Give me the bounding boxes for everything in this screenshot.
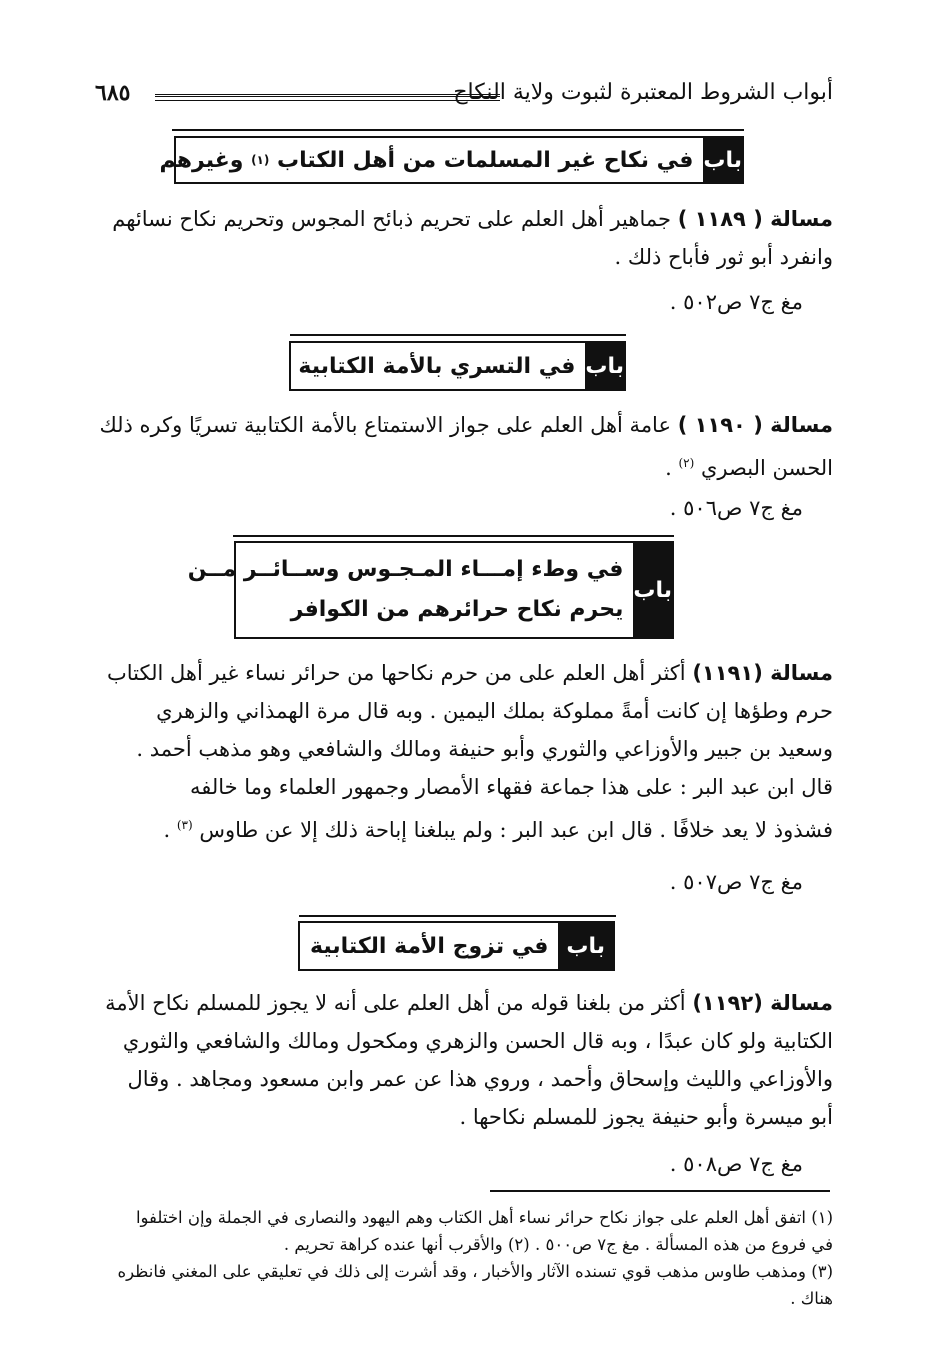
bab-shadow-line xyxy=(290,334,626,336)
line-tail: . xyxy=(665,456,672,480)
bab-title-tail: وغيرهم xyxy=(159,147,244,173)
bab-heading-4 xyxy=(298,921,615,971)
footnote-marker: (٢) xyxy=(678,456,695,470)
masala-line: فشذوذ لا يعد خلافًا . قال ابن عبد البر : ولم يبلغنا إباحة ذلك إلا عن طاوس xyxy=(199,818,833,842)
bab-title-line: في وطء إمـــاء المـجـوس وســائــر مــن xyxy=(187,557,624,582)
bab-label: باب xyxy=(558,923,613,969)
masala-line: عامة أهل العلم على جواز الاستمتاع بالأمة الكتابية تسريًا وكره ذلك xyxy=(99,413,671,437)
bab-heading-2 xyxy=(289,341,626,391)
footnote-line: في فروع من هذه المسألة . مغ ج٧ ص٥٠٠ . (٢) والأقرب أنها عنده كراهة تحريم . xyxy=(283,1235,833,1254)
page-number: ٦٨٥ xyxy=(95,80,131,106)
masala-1191 xyxy=(98,654,833,849)
masala-label: مسالة (١١٩٢) xyxy=(692,991,833,1015)
footnote-line: (١) اتفق أهل العلم على جواز نكاح حرائر نساء أهل الكتاب وهم اليهود والنصارى في الجملة وإن اختلفوا xyxy=(135,1208,833,1227)
masala-line: أبو ميسرة وأبو حنيفة يجوز للمسلم نكاحها . xyxy=(459,1105,833,1129)
bab-label: باب xyxy=(703,138,742,182)
bab-title xyxy=(178,543,634,637)
footnote-marker: (١) xyxy=(251,153,270,167)
masala-line: الكتابية ولو كان عبدًا ، وبه قال الحسن والزهري ومكحول ومالك والشافعي والثوري xyxy=(122,1029,833,1053)
masala-1192 xyxy=(98,984,833,1136)
source-reference: مغ ج٧ ص٥٠٨ . xyxy=(669,1152,803,1176)
source-reference: مغ ج٧ ص٥٠٧ . xyxy=(669,870,803,894)
bab-title: في التسري بالأمة الكتابية xyxy=(298,353,576,379)
bab-shadow-line xyxy=(172,129,744,131)
footnote-line: (٣) ومذهب طاوس مذهب قوي تسنده الآثار والأخبار ، وقد أشرت إلى ذلك في تعليقي على المغني فانظره هناك . xyxy=(117,1262,833,1308)
footnote-marker: (٣) xyxy=(176,818,193,832)
masala-line: أكثر أهل العلم على من حرم نكاحها من حرائر نساء غير أهل الكتاب xyxy=(106,661,686,685)
footnote-rule xyxy=(490,1190,830,1192)
bab-title: في تزوج الأمة الكتابية xyxy=(310,933,549,959)
source-reference: مغ ج٧ ص٥٠٢ . xyxy=(669,290,803,314)
masala-line: وسعيد بن جبير والأوزاعي والثوري وأبو حنيفة ومالك والشافعي وهو مذهب أحمد . xyxy=(136,737,833,761)
bab-shadow-line xyxy=(299,915,616,917)
masala-line: الحسن البصري xyxy=(701,456,833,480)
masala-line: حرم وطؤها إن كانت أمةً مملوكة بملك اليمين . وبه قال مرة الهمذاني والزهري xyxy=(156,699,833,723)
bab-title xyxy=(150,138,704,182)
bab-label: باب xyxy=(633,543,672,637)
source-reference: مغ ج٧ ص٥٠٦ . xyxy=(669,496,803,520)
masala-1190 xyxy=(98,406,833,487)
bab-label: باب xyxy=(585,343,624,389)
masala-label: مسالة ( ١١٩٠ ) xyxy=(677,413,833,437)
bab-title-text: في نكاح غير المسلمات من أهل الكتاب xyxy=(277,147,694,173)
masala-line: وانفرد أبو ثور فأباح ذلك . xyxy=(614,245,833,269)
bab-title-line: يحرم نكاح حرائرهم من الكوافر xyxy=(290,597,624,622)
footnotes xyxy=(93,1204,833,1312)
masala-label: مسالة ( ١١٨٩ ) xyxy=(677,207,833,231)
masala-line: والأوزاعي والليث وإسحاق وأحمد ، وروي هذا عن عمر وابن مسعود ومجاهد . وقال xyxy=(127,1067,833,1091)
bab-heading-1 xyxy=(159,136,744,184)
masala-line: جماهير أهل العلم على تحريم ذبائح المجوس وتحريم نكاح نسائهم xyxy=(112,207,671,231)
running-header-title: أبواب الشروط المعتبرة لثبوت ولاية النكاح xyxy=(453,80,833,105)
bab-heading-3 xyxy=(187,541,674,639)
masala-1189 xyxy=(98,200,833,276)
header-rule xyxy=(155,94,500,101)
bab-shadow-line xyxy=(233,535,674,537)
masala-line: قال ابن عبد البر : على هذا جماعة فقهاء الأمصار وجمهور العلماء وما خالفه xyxy=(189,775,833,799)
masala-label: مسالة (١١٩١) xyxy=(692,661,833,685)
line-tail: . xyxy=(163,818,171,842)
masala-line: أكثر من بلغنا قوله من أهل العلم على أنه لا يجوز للمسلم نكاح الأمة xyxy=(105,991,686,1015)
